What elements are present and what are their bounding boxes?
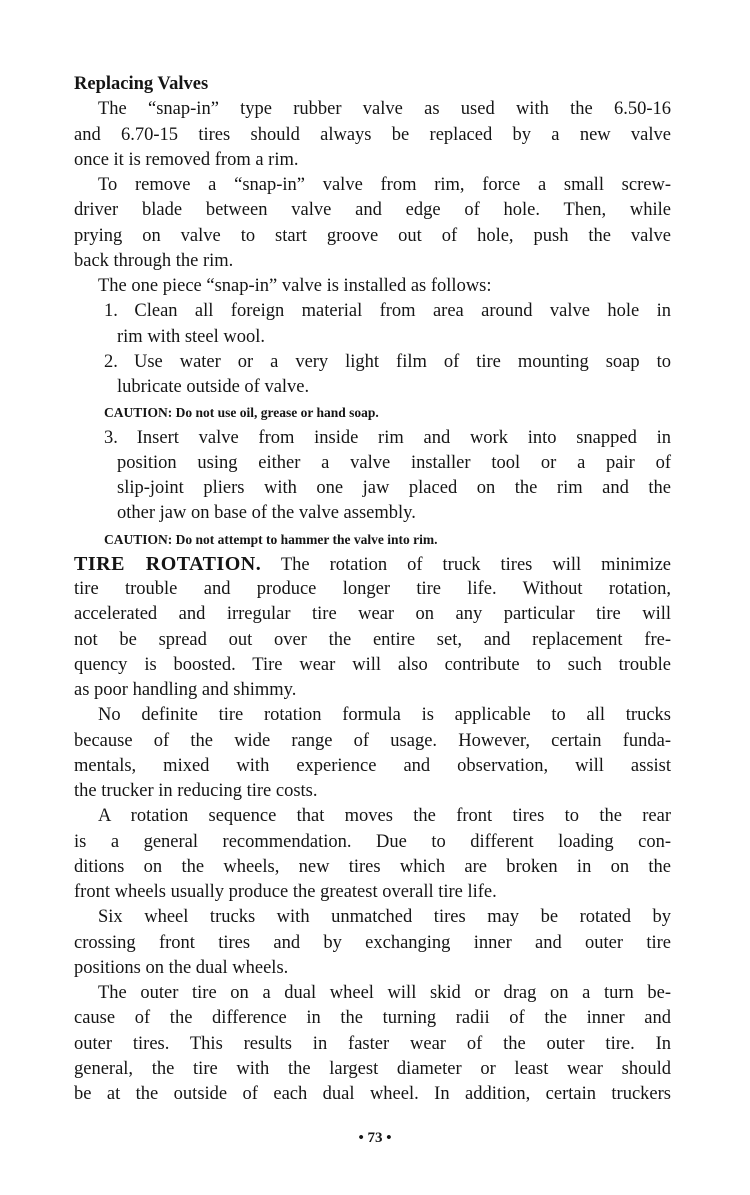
text-line: Replacing Valves xyxy=(74,74,209,94)
text-line: slip-joint pliers with one jaw placed on the rim and the xyxy=(117,478,671,498)
text-line: The “snap-in” type rubber valve as used with the 6.50-16 xyxy=(98,99,671,120)
text-line: quency is boosted. Tire wear will also contribute to such trouble xyxy=(74,654,671,675)
text-line: The one piece “snap-in” valve is installed as follows: xyxy=(98,276,492,296)
text-line: ditions on the wheels, new tires which are broken in on the xyxy=(74,856,671,877)
text-line: the trucker in reducing tire costs. xyxy=(74,781,318,801)
text-line: 3. Insert valve from inside rim and work into snapped in xyxy=(74,426,671,451)
text-line: prying on valve to start groove out of hole, push the valve xyxy=(74,225,671,246)
text-line: because of the wide range of usage. However, certain funda- xyxy=(74,730,671,751)
text-line: 2. Use water or a very light film of tire mounting soap to xyxy=(74,350,671,375)
text-line: as poor handling and shimmy. xyxy=(74,680,297,700)
text-line: The outer tire on a dual wheel will skid or drag on a turn be- xyxy=(98,983,671,1003)
text-line: CAUTION: Do not attempt to hammer the valve into rim. xyxy=(104,531,438,547)
text-line: front wheels usually produce the greatest overall tire life. xyxy=(74,882,497,902)
text-line: other jaw on base of the valve assembly. xyxy=(117,503,416,524)
text-line: No definite tire rotation formula is applicable to all trucks xyxy=(98,705,671,726)
paragraph xyxy=(74,703,671,804)
caution-note xyxy=(74,400,671,425)
paragraph xyxy=(74,804,671,905)
step-number: 2. xyxy=(104,351,118,372)
text-line: general, the tire with the largest diameter or least wear should xyxy=(74,1058,671,1079)
paragraph xyxy=(74,552,671,704)
text-line: 1. Clean all foreign material from area around valve hole in xyxy=(74,299,671,324)
numbered-step xyxy=(74,299,671,350)
text-line: positions on the dual wheels. xyxy=(74,957,289,978)
text-line: is a general recommendation. Due to different loading con- xyxy=(74,831,671,852)
step-number: 3. xyxy=(104,427,118,448)
paragraph xyxy=(74,905,671,981)
text-line: cause of the difference in the turning radii of the inner and xyxy=(74,1008,671,1029)
text-line: A rotation sequence that moves the front tires to the rear xyxy=(98,806,671,827)
text-line: To remove a “snap-in” valve from rim, force a small screw- xyxy=(98,175,671,195)
text-line: CAUTION: Do not use oil, grease or hand soap. xyxy=(104,405,379,421)
text-line: not be spread out over the entire set, and replacement fre- xyxy=(74,629,671,650)
text-line: outer tires. This results in faster wear of the outer tire. In xyxy=(74,1033,671,1054)
text-line: TIRE ROTATION. The rotation of truck tires will minimize xyxy=(74,552,671,575)
text-line: position using either a valve installer tool or a pair of xyxy=(117,452,671,473)
numbered-step xyxy=(74,350,671,401)
text-line: tire trouble and produce longer tire life. Without rotation, xyxy=(74,579,671,599)
page-number: • 73 • xyxy=(358,1130,392,1146)
numbered-step xyxy=(74,426,671,527)
text-line: mentals, mixed with experience and observation, will assist xyxy=(74,755,671,776)
paragraph xyxy=(74,981,671,1107)
text-line: crossing front tires and by exchanging inner and outer tire xyxy=(74,932,671,953)
run-in-heading: TIRE ROTATION. xyxy=(74,552,262,575)
caution-note xyxy=(74,527,671,552)
text-line: lubricate outside of valve. xyxy=(117,377,310,397)
text-line: once it is removed from a rim. xyxy=(74,149,299,170)
paragraph xyxy=(74,274,671,299)
document-body xyxy=(74,72,671,1107)
text-line: accelerated and irregular tire wear on any particular tire will xyxy=(74,604,671,625)
text-line: driver blade between valve and edge of hole. Then, while xyxy=(74,200,671,221)
paragraph xyxy=(74,173,671,274)
paragraph xyxy=(74,97,671,173)
text-line: and 6.70-15 tires should always be replaced by a new valve xyxy=(74,124,671,145)
section-heading xyxy=(74,72,671,97)
step-number: 1. xyxy=(104,301,118,322)
text-line: Six wheel trucks with unmatched tires may be rotated by xyxy=(98,907,671,928)
text-line: rim with steel wool. xyxy=(117,326,265,347)
text-line: back through the rim. xyxy=(74,250,234,271)
text-line: be at the outside of each dual wheel. In addition, certain truckers xyxy=(74,1084,671,1104)
